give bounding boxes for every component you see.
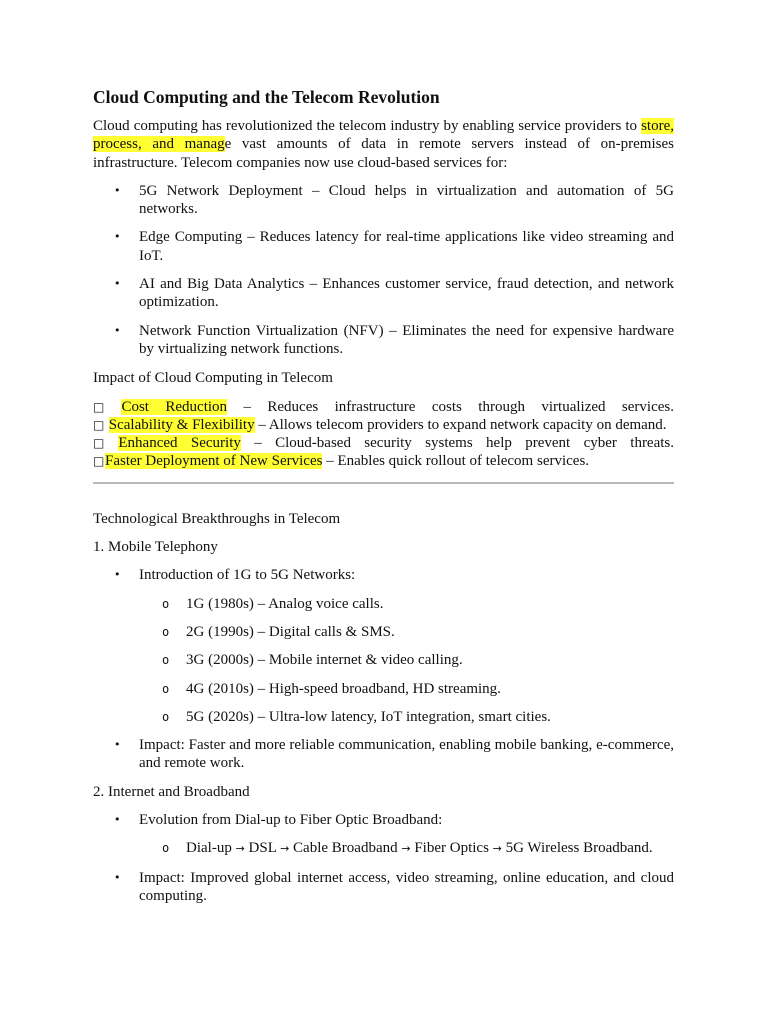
intro-paragraph	[93, 117, 674, 172]
evolution-list	[139, 839, 674, 858]
generation-item: o 5G (2020s) – Ultra-low latency, IoT integration, smart cities.	[139, 708, 674, 726]
intro-highlight: store, process, and manag	[93, 118, 674, 153]
impact-text: – Allows telecom providers to expand network capacity on demand.	[254, 416, 667, 433]
evolution-step: Fiber Optics	[414, 840, 489, 857]
intro-text-after: e vast amounts of data in remote servers instead of on-premises infrastructure. Telecom companies now use cloud-based services for:	[93, 136, 674, 171]
tech-heading: Technological Breakthroughs in Telecom	[93, 510, 341, 527]
services-list	[93, 182, 674, 358]
impact-item	[93, 434, 674, 452]
impact-heading: Impact of Cloud Computing in Telecom	[93, 370, 333, 387]
impact-label: Cost Reduction	[121, 398, 228, 415]
impact-label: Faster Deployment of New Services	[105, 453, 323, 470]
services-item: • Edge Computing – Reduces latency for real-time applications like video streaming and IoT.	[93, 228, 674, 265]
arrow-right-icon: →	[401, 842, 411, 856]
evolution-step: Dial-up	[186, 840, 232, 857]
impact-label: Enhanced Security	[118, 435, 241, 452]
services-item: • AI and Big Data Analytics – Enhances customer service, fraud detection, and network optimization.	[93, 275, 674, 312]
evolution-step: DSL	[248, 840, 277, 857]
mobile-list	[93, 566, 674, 772]
arrow-right-icon: →	[492, 842, 502, 856]
mobile-intro: Introduction of 1G to 5G Networks:	[139, 567, 356, 584]
missing-glyph-box-icon: □	[93, 399, 105, 414]
internet-intro-item	[93, 811, 674, 859]
arrow-right-icon: →	[280, 842, 290, 856]
intro-text-before: Cloud computing has revolutionized the telecom industry by enabling service providers to	[93, 118, 638, 134]
missing-glyph-box-icon: □	[93, 454, 105, 469]
impact-text: – Enables quick rollout of telecom services.	[322, 453, 590, 470]
page-title: Cloud Computing and the Telecom Revolution	[93, 87, 440, 107]
section-divider	[93, 482, 674, 484]
generation-item: o 3G (2000s) – Mobile internet & video calling.	[139, 651, 674, 669]
mobile-intro-item	[93, 566, 674, 726]
evolution-step: Cable Broadband	[293, 840, 398, 857]
impact-item	[93, 416, 674, 434]
document-page	[93, 86, 674, 905]
impact-text: – Cloud-based security systems help prevent cyber threats.	[240, 435, 675, 452]
impact-label: Scalability & Flexibility	[108, 416, 255, 433]
missing-glyph-box-icon: □	[93, 436, 105, 451]
impact-text: – Reduces infrastructure costs through virtualized services.	[227, 398, 674, 415]
evolution-item	[139, 839, 674, 858]
internet-list	[93, 811, 674, 905]
generation-item: o 1G (1980s) – Analog voice calls.	[139, 595, 674, 613]
internet-heading: 2. Internet and Broadband	[93, 783, 250, 800]
mobile-impact-item: • Impact: Faster and more reliable communication, enabling mobile banking, e-commerce, and remote work.	[93, 736, 674, 773]
arrow-right-icon: →	[235, 842, 245, 856]
internet-intro: Evolution from Dial-up to Fiber Optic Broadband:	[139, 812, 443, 829]
services-item: • 5G Network Deployment – Cloud helps in virtualization and automation of 5G networks.	[93, 182, 674, 219]
generation-item: o 4G (2010s) – High-speed broadband, HD streaming.	[139, 680, 674, 698]
missing-glyph-box-icon: □	[93, 417, 105, 432]
services-item: • Network Function Virtualization (NFV) – Eliminates the need for expensive hardware by virtualizing network functions.	[93, 322, 674, 359]
impact-list	[93, 398, 674, 471]
impact-item	[93, 452, 674, 470]
evolution-step: 5G Wireless Broadband.	[505, 840, 653, 857]
impact-item	[93, 398, 674, 416]
internet-impact-item: • Impact: Improved global internet access, video streaming, online education, and cloud computing.	[93, 869, 674, 906]
mobile-heading: 1. Mobile Telephony	[93, 539, 218, 556]
generation-item: o 2G (1990s) – Digital calls & SMS.	[139, 623, 674, 641]
generations-list	[139, 595, 674, 726]
